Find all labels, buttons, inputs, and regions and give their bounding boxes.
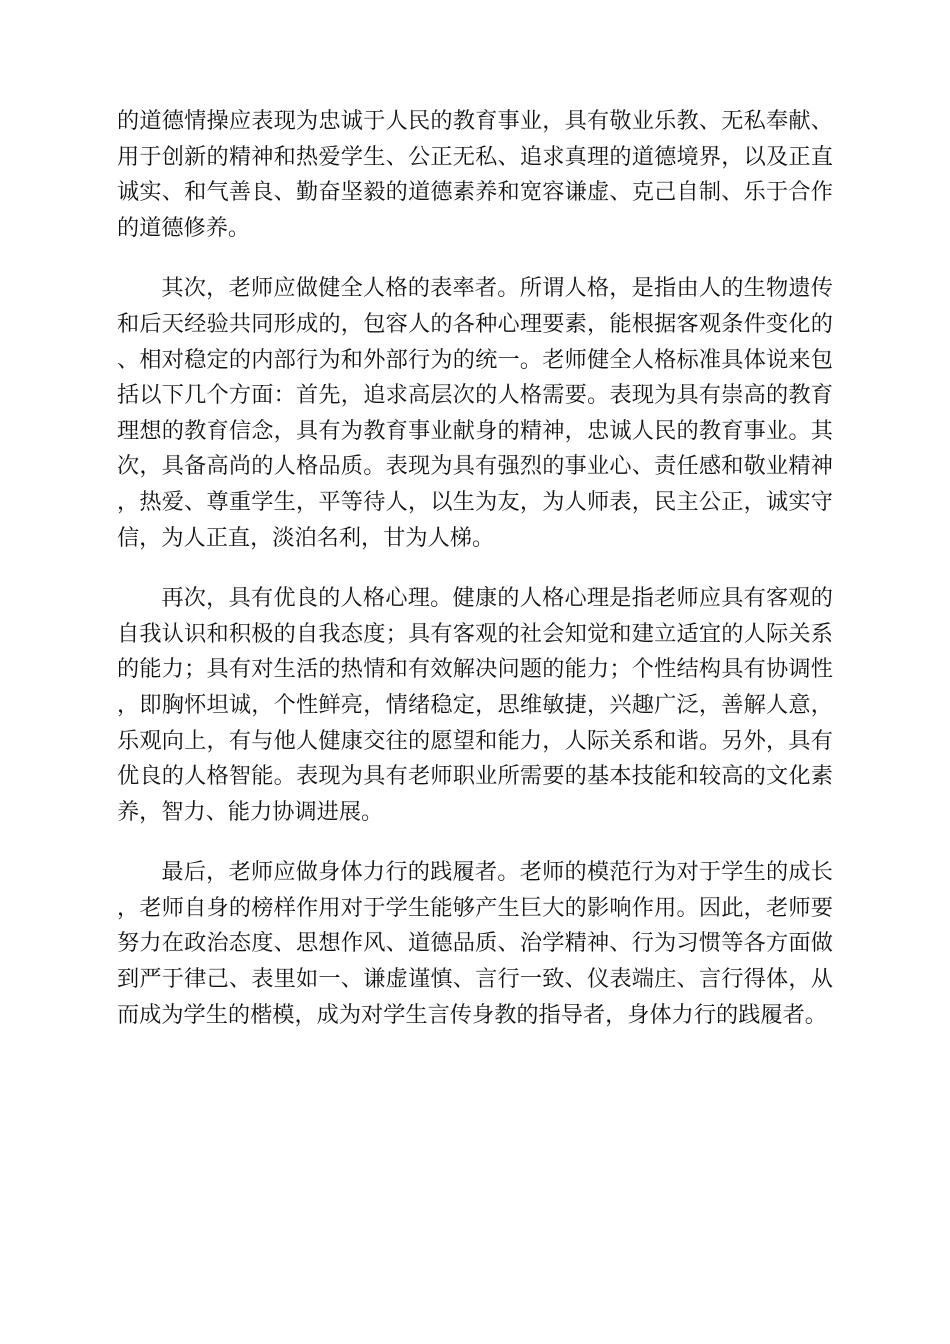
paragraph-1: 的道德情操应表现为忠诚于人民的教育事业，具有敬业乐教、无私奉献、用于创新的精神和热爱学生、公正无私、追求真理的道德境界，以及正直诚实、和气善良、勤奋坚毅的道德素养和宽容谦虚、克己自制、乐于合作的道德修养。 — [117, 108, 833, 241]
paragraph-2: 其次，老师应做健全人格的表率者。所谓人格，是指由人的生物遗传和后天经验共同形成的，包容人的各种心理要素，能根据客观条件变化的、相对稳定的内部行为和外部行为的统一。老师健全人格标准具体说来包括以下几个方面：首先，追求高层次的人格需要。表现为具有崇高的教育理想的教育信念，具有为教育事业献身的精神，忠诚人民的教育事业。其次，具备高尚的人格品质。表现为具有强烈的事业心、责任感和敬业精神，热爱、尊重学生，平等待人，以生为友，为人师表，民主公正，诚实守信，为人正直，淡泊名利，甘为人梯。 — [117, 275, 833, 551]
paragraph-4: 最后，老师应做身体力行的践履者。老师的模范行为对于学生的成长，老师自身的榜样作用对于学生能够产生巨大的影响作用。因此，老师要努力在政治态度、思想作风、道德品质、治学精神、行为习惯等各方面做到严于律己、表里如一、谦虚谨慎、言行一致、仪表端庄、言行得体，从而成为学生的楷模，成为对学生言传身教的指导者，身体力行的践履者。 — [117, 859, 833, 1028]
document-page — [117, 104, 833, 1058]
paragraph-3: 再次，具有优良的人格心理。健康的人格心理是指老师应具有客观的自我认识和积极的自我态度；具有客观的社会知觉和建立适宜的人际关系的能力；具有对生活的热情和有效解决问题的能力；个性结构具有协调性，即胸怀坦诚，个性鲜亮，情绪稳定，思维敏捷，兴趣广泛，善解人意，乐观向上，有与他人健康交往的愿望和能力，人际关系和谐。另外，具有优良的人格智能。表现为具有老师职业所需要的基本技能和较高的文化素养，智力、能力协调进展。 — [117, 585, 833, 825]
